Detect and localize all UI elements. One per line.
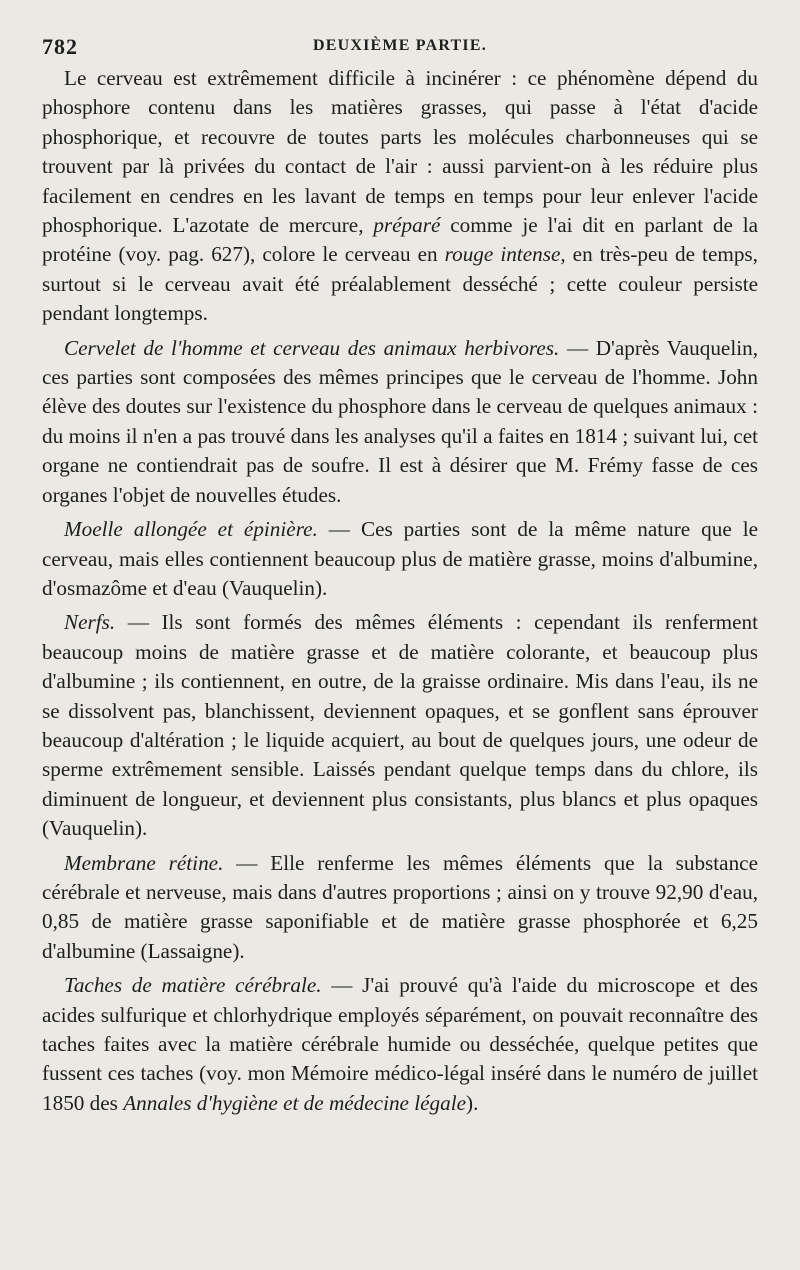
paragraph-text: en très-peu de temps, surtout si le cerveau avait été préalablement desséché ; cette couleur persiste pendant longtemps.	[42, 242, 758, 326]
paragraph-text: Le cerveau est extrêmement difficile à incinérer : ce phénomène dépend du phosphore contenu dans les matières grasses, qui passe à l'état d'acide phosphorique, et recouvre de toutes parts les molécules charbonneuses qui se trouvent par là privées du contact de l'air : aussi parvient-on à les réduire plus facilement en cendres en les lavant de temps en temps pour leur enlever l'acide phosphorique. L'azotate de mercure,	[42, 66, 758, 238]
paragraph-text: — Ils sont formés des mêmes éléments : cependant ils renferment beaucoup moins de matière grasse et de matière colorante, et beaucoup plus d'albumine ; ils contiennent, en outre, de la graisse ordinaire. Mis dans l'eau, ils ne se dissolvent pas, blanchissent, deviennent opaques, et se gonflent sans éprouver beaucoup d'altération ; le liquide acquiert, au bout de quelques jours, une odeur de sperme extrêmement sensible. Laissés pendant quelque temps dans du chlore, ils diminuent de longueur, et deviennent plus consistants, plus blancs et plus opaques (Vauquelin).	[42, 610, 758, 841]
paragraph-nerfs	[42, 608, 758, 843]
paragraph-cervelet	[42, 334, 758, 510]
running-head: DEUXIÈME PARTIE.	[313, 37, 487, 54]
body-text	[42, 64, 758, 1118]
paragraph-text: ).	[466, 1090, 479, 1115]
page-number: 782	[42, 34, 78, 59]
paragraph-moelle	[42, 515, 758, 603]
paragraph-text: comme je l'ai dit en parlant de la protéine (voy. pag. 627), colore le cerveau en	[42, 213, 758, 267]
paragraph-heading: Nerfs.	[64, 610, 116, 635]
italic-text: rouge intense,	[444, 242, 566, 267]
paragraph-heading: Moelle allongée et épinière.	[64, 517, 318, 542]
italic-text: préparé	[373, 213, 441, 238]
paragraph-text: — Ces parties sont de la même nature que le cerveau, mais elles contiennent beaucoup plus de matière grasse, moins d'albumine, d'osmazôme et d'eau (Vauquelin).	[42, 517, 758, 600]
paragraph-retine	[42, 849, 758, 967]
paragraph-text: — D'après Vauquelin, ces parties sont composées des mêmes principes que le cerveau de l'homme. John élève des doutes sur l'existence du phosphore dans le cerveau de quelques animaux : du moins il n'en a pas trouvé dans les analyses qu'il a faites en 1814 ; suivant lui, cet organe ne contiendrait pas de soufre. Il est à désirer que M. Frémy fasse de ces organes l'objet de nouvelles études.	[42, 335, 758, 507]
paragraph-heading: Cervelet de l'homme et cerveau des animaux herbivores.	[64, 335, 560, 360]
paragraph-taches	[42, 971, 758, 1118]
paragraph-heading: Taches de matière cérébrale.	[64, 973, 322, 998]
page-header	[42, 30, 758, 64]
paragraph-text: — Elle renferme les mêmes éléments que la substance cérébrale et nerveuse, mais dans d'autres proportions ; ainsi on y trouve 92,90 d'eau, 0,85 de matière grasse saponifiable et de matière grasse phosphorée et 6,25 d'albumine (Lassaigne).	[42, 850, 758, 963]
paragraph-heading: Membrane rétine.	[64, 850, 224, 875]
italic-text: Annales d'hygiène et de médecine légale	[123, 1090, 467, 1115]
paragraph-brain-incineration	[42, 64, 758, 329]
paragraph-text: — J'ai prouvé qu'à l'aide du microscope et des acides sulfurique et chlorhydrique employés séparément, on pouvait reconnaître des taches faites avec la matière cérébrale humide ou desséchée, quelque petites que fussent ces taches (voy. mon Mémoire médico-légal inséré dans le numéro de juillet 1850 des	[42, 973, 758, 1115]
